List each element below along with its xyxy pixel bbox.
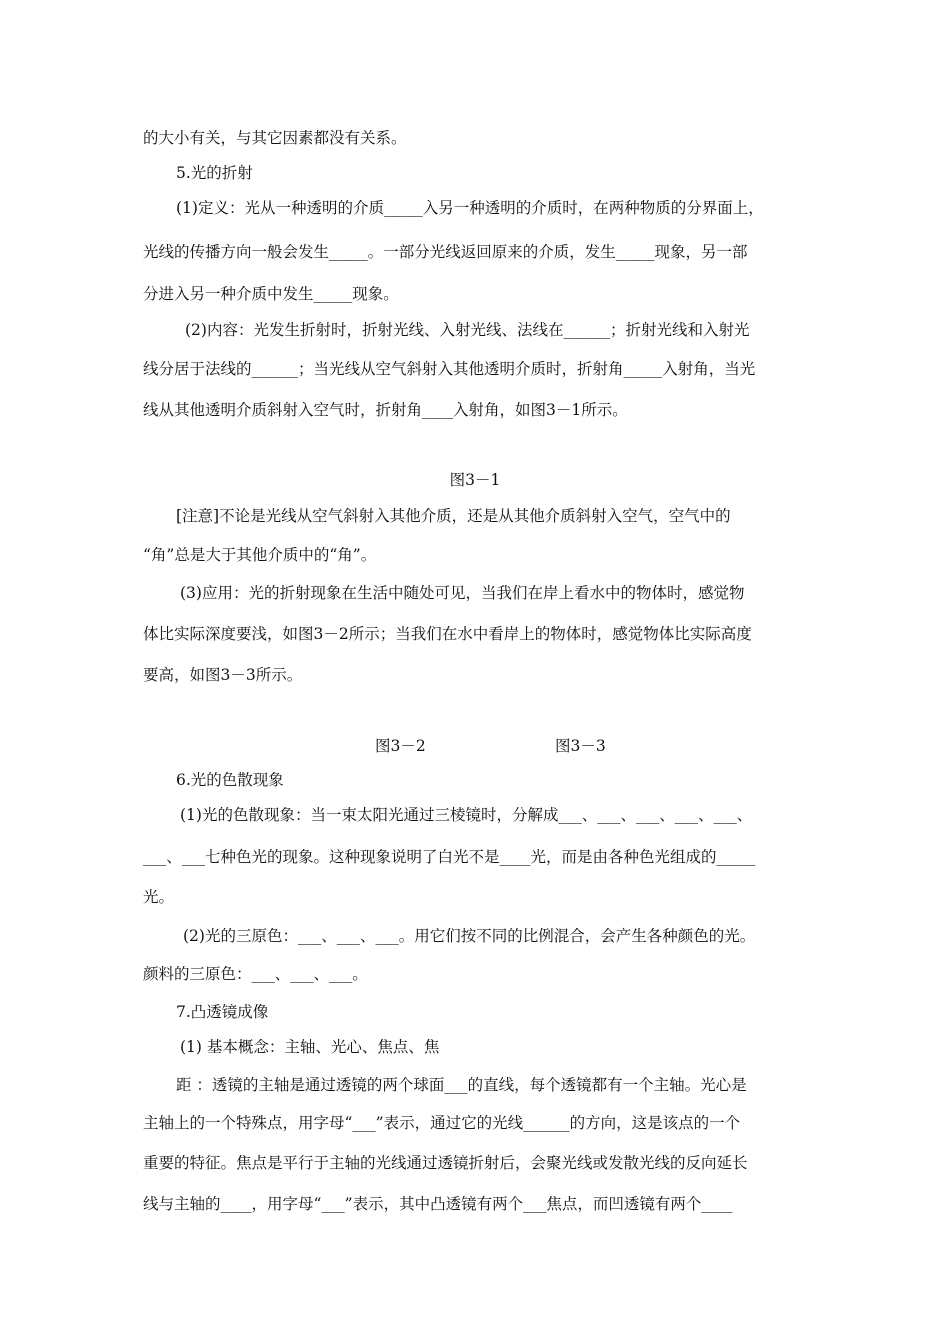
text-line: (2)光的三原色：___、___、___。用它们按不同的比例混合，会产生各种颜色的光。 <box>183 927 756 945</box>
text-line: 光。 <box>143 888 175 906</box>
figure-caption: 图3－3 <box>555 737 606 755</box>
text-line: 的大小有关，与其它因素都没有关系。 <box>143 129 407 147</box>
section-heading: 5.光的折射 <box>176 164 253 182</box>
text-line: 距 ：透镜的主轴是通过透镜的两个球面___的直线，每个透镜都有一个主轴。光心是 <box>176 1076 747 1094</box>
text-line: (3)应用：光的折射现象在生活中随处可见，当我们在岸上看水中的物体时，感觉物 <box>180 584 745 602</box>
text-line: 线从其他透明介质斜射入空气时，折射角____入射角，如图3－1所示。 <box>143 401 628 419</box>
section-heading: 6.光的色散现象 <box>176 771 284 789</box>
text-line: 重要的特征。焦点是平行于主轴的光线通过透镜折射后，会聚光线或发散光线的反向延长 <box>143 1154 748 1172</box>
text-line: (1)光的色散现象：当一束太阳光通过三棱镜时，分解成___、___、___、___、___、 <box>180 806 753 824</box>
text-line: “角”总是大于其他介质中的“角”。 <box>143 546 377 564</box>
text-line: 颜料的三原色：___、___、___。 <box>143 965 368 983</box>
text-line: 主轴上的一个特殊点，用字母“___”表示，通过它的光线______的方向，这是该点的一个 <box>143 1114 741 1132</box>
text-line: (1) 基本概念：主轴、光心、焦点、焦 <box>180 1038 440 1056</box>
text-line: 线分居于法线的______；当光线从空气斜射入其他透明介质时，折射角_____入射角，当光 <box>143 360 756 378</box>
figure-caption: 图3－1 <box>449 471 501 489</box>
text-line: 线与主轴的____，用字母“___”表示，其中凸透镜有两个___焦点，而凹透镜有两个____ <box>143 1195 733 1213</box>
text-line: (1)定义：光从一种透明的介质_____入另一种透明的介质时，在两种物质的分界面上， <box>176 199 764 217</box>
text-line: (2)内容：光发生折射时，折射光线、入射光线、法线在______；折射光线和入射光 <box>185 321 750 339</box>
text-line: 光线的传播方向一般会发生_____。一部分光线返回原来的介质，发生_____现象，另一部 <box>143 243 748 261</box>
figure-caption: 图3－2 <box>375 737 426 755</box>
section-heading: 7.凸透镜成像 <box>176 1003 269 1021</box>
text-line: 体比实际深度要浅，如图3－2所示；当我们在水中看岸上的物体时，感觉物体比实际高度 <box>143 625 752 643</box>
text-line: [注意]不论是光线从空气斜射入其他介质，还是从其他介质斜射入空气，空气中的 <box>176 507 731 525</box>
text-line: 分进入另一种介质中发生_____现象。 <box>143 285 399 303</box>
text-line: 要高，如图3－3所示。 <box>143 666 303 684</box>
text-line: ___、___七种色光的现象。这种现象说明了白光不是____光，而是由各种色光组成的_____ <box>143 848 756 866</box>
